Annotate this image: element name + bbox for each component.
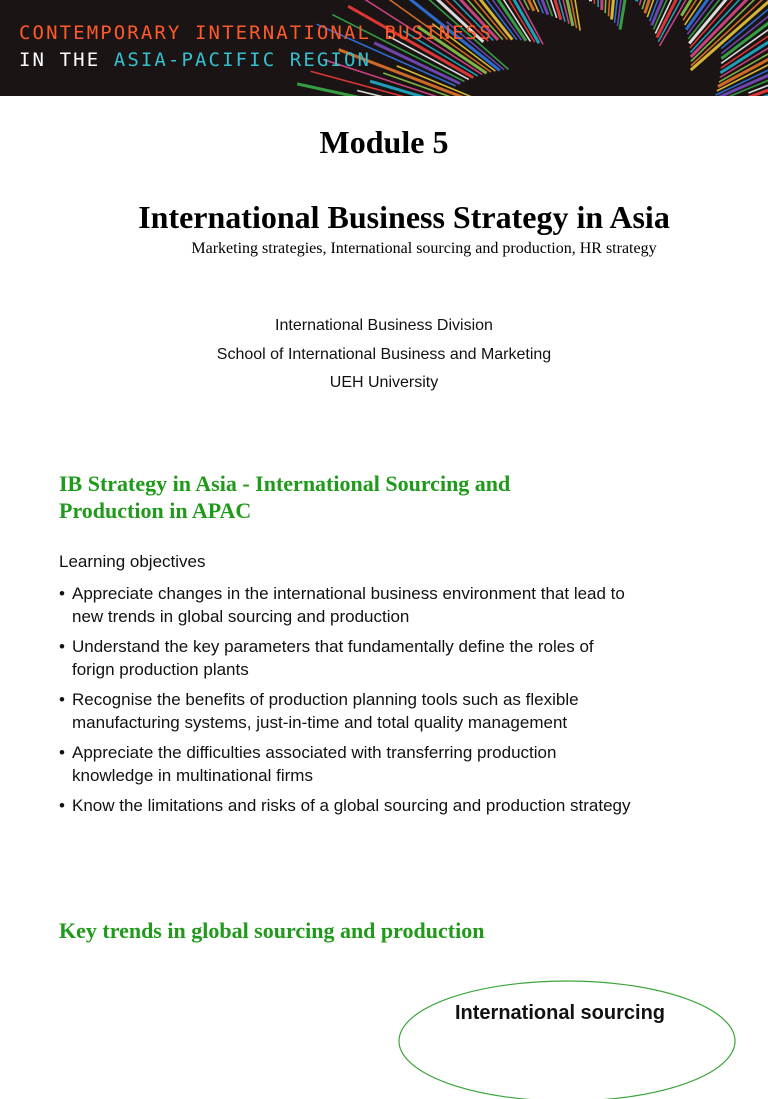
objective-text-line: • Recognise the benefits of production planning tools such as flexible — [72, 690, 579, 709]
section-heading-line2: Production in APAC — [59, 498, 252, 523]
section-heading-sourcing — [59, 470, 619, 524]
affiliation-division: International Business Division — [275, 317, 493, 334]
learning-objectives-label: Learning objectives — [59, 552, 206, 571]
affiliation-university: UEH University — [329, 374, 439, 391]
learning-objectives-list — [59, 582, 739, 824]
objective-text-line: new trends in global sourcing and production — [72, 607, 410, 626]
objective-item — [59, 741, 739, 787]
burst-ray — [537, 0, 561, 20]
color-burst-graphic — [0, 0, 768, 96]
objective-item — [59, 582, 739, 628]
objective-text-line: manufacturing systems, just-in-time and total quality management — [72, 713, 568, 732]
header-banner — [0, 0, 768, 96]
affiliation-school: School of International Business and Marketing — [216, 346, 552, 363]
banner-title-line2 — [19, 49, 371, 71]
objective-item — [59, 794, 739, 817]
burst-ray — [620, 0, 646, 30]
objective-text-line: • Understand the key parameters that fundamentally define the roles of — [72, 637, 594, 656]
course-title: International Business Strategy in Asia — [138, 199, 670, 235]
objective-text-line: knowledge in multinational firms — [72, 766, 313, 785]
banner-title-region: ASIA-PACIFIC REGION — [113, 49, 372, 71]
diagram-ellipse — [395, 979, 740, 1099]
course-subtitle: Marketing strategies, International sourcing and production, HR strategy — [191, 240, 657, 257]
objective-text-line: forign production plants — [72, 660, 249, 679]
burst-ray — [597, 0, 598, 7]
objective-text-line: • Appreciate the difficulties associated with transferring production — [72, 743, 557, 762]
burst-ray — [583, 0, 591, 1]
diagram-label-international-sourcing: International sourcing — [454, 1002, 666, 1024]
section-heading-line1: IB Strategy in Asia - International Sourcing and — [59, 471, 511, 496]
section-heading-trends: Key trends in global sourcing and production — [59, 918, 485, 943]
banner-title-line1: CONTEMPORARY INTERNATIONAL BUSINESS — [19, 22, 493, 44]
objective-text-line: • Know the limitations and risks of a global sourcing and production strategy — [72, 796, 631, 815]
objective-item — [59, 688, 739, 734]
banner-title-prefix: IN THE — [19, 49, 114, 71]
module-title: Module 5 — [319, 124, 449, 160]
burst-ray — [602, 0, 604, 10]
objective-text-line: • Appreciate changes in the international business environment that lead to — [72, 584, 625, 603]
objective-item — [59, 635, 739, 681]
